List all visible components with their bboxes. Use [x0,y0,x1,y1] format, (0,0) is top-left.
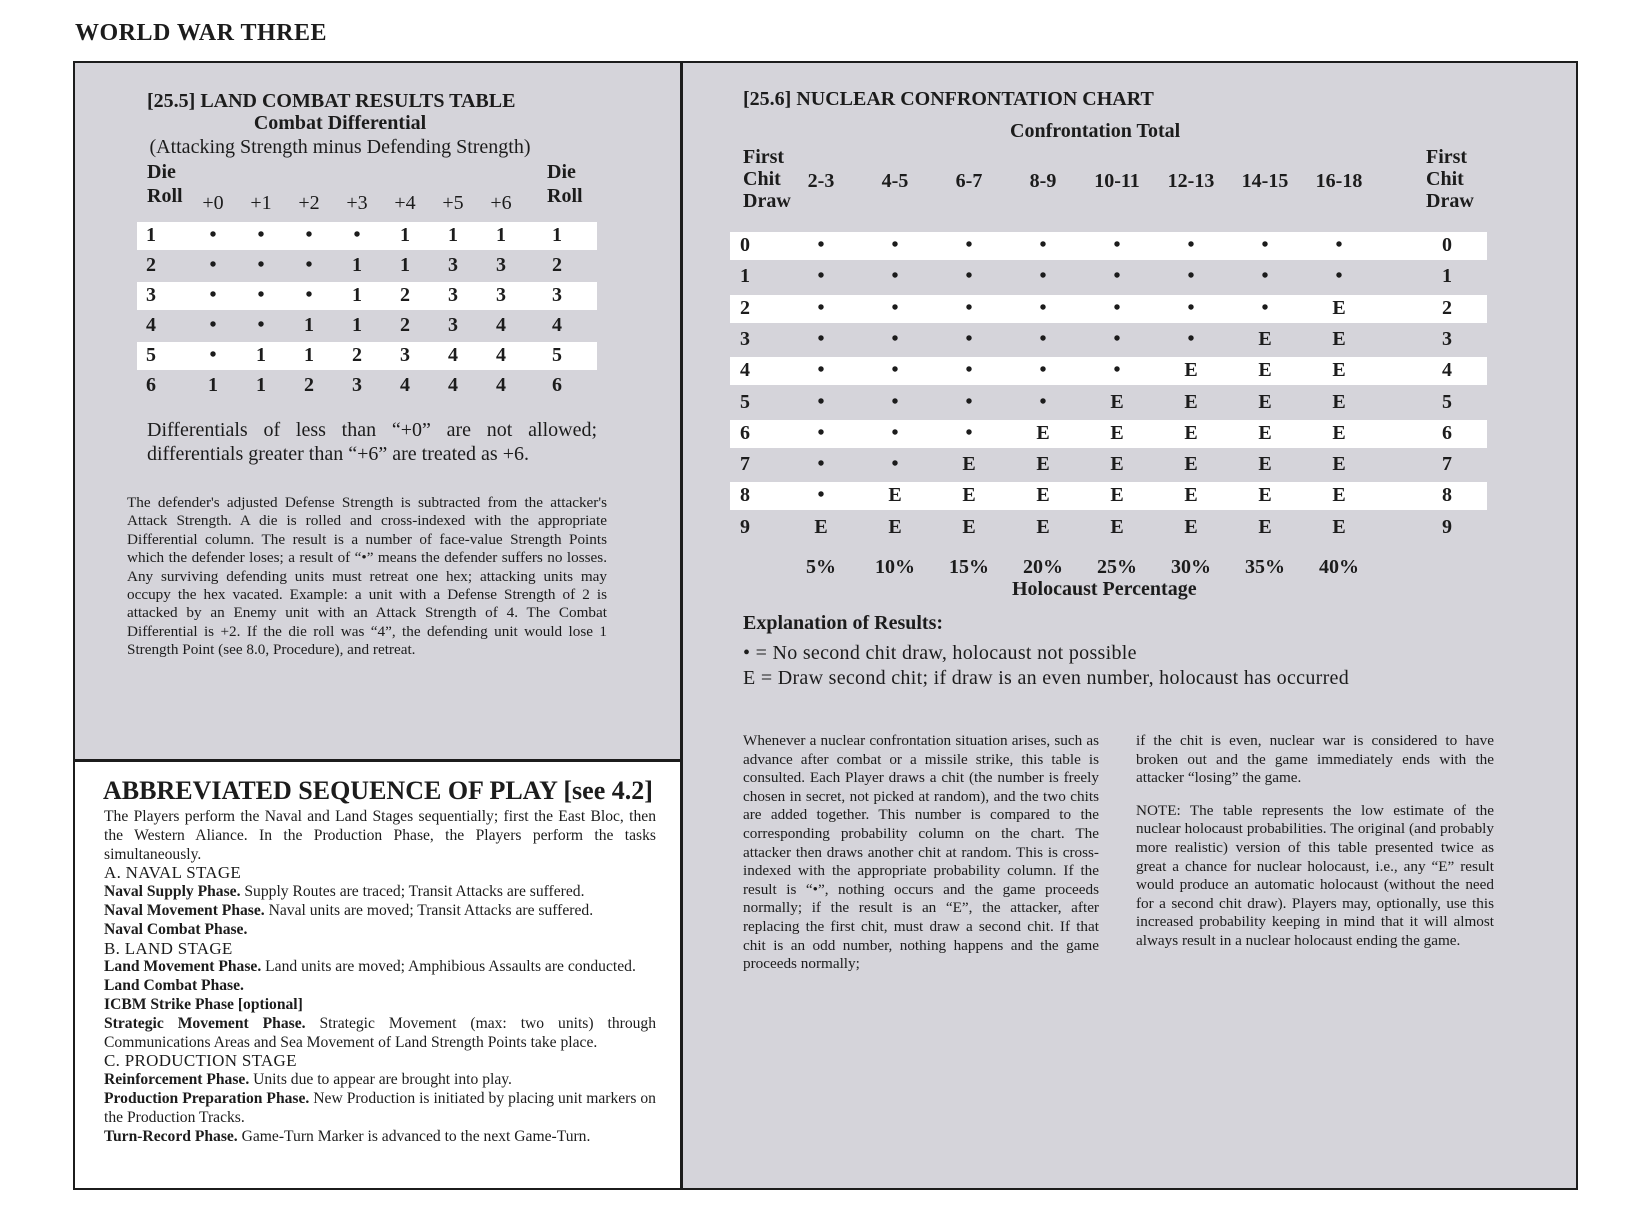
confrontation-column-header: 12-13 [1167,170,1215,192]
holocaust-percentage: 40% [1319,556,1359,578]
horizontal-divider [73,759,683,762]
holocaust-percentage: 20% [1023,556,1063,578]
result-cell: E [1258,515,1272,538]
result-cell: 3 [352,374,362,396]
production-stage-heading: C. PRODUCTION STAGE [104,1051,297,1071]
result-cell: • [965,234,973,256]
explanation-e: E = Draw second chit; if draw is an even number, holocaust has occurred [743,667,1350,689]
confrontation-column-header: 6-7 [955,170,983,192]
table-row [137,372,597,400]
reinforcement-phase: Reinforcement Phase. Units due to appear are brought into play. [104,1071,512,1089]
naval-supply-phase: Naval Supply Phase. Supply Routes are traced; Transit Attacks are suffered. [104,883,585,901]
result-cell: • [209,284,217,306]
land-combat-phase: Land Combat Phase. [104,977,244,995]
holocaust-percentage: 5% [806,556,836,578]
result-cell: 1 [352,314,362,336]
land-combat-title: [25.5] LAND COMBAT RESULTS TABLE [147,90,516,112]
chit-draw-cell: 6 [740,421,750,444]
die-roll-cell: 1 [146,224,156,246]
differential-column-header: +6 [490,192,512,214]
result-cell: E [1258,484,1272,507]
result-cell: E [1110,421,1124,444]
result-cell: E [814,515,828,538]
result-cell: E [1184,390,1198,413]
result-cell: • [891,234,899,256]
result-cell: • [257,254,265,276]
result-cell: • [209,344,217,366]
confrontation-column-header: 4-5 [881,170,909,192]
result-cell: E [1036,484,1050,507]
nuclear-note: NOTE: The table represents the low estimate of the nuclear holocaust probabilities. The original (and probably more realistic) version of this table presented twice as great a chance for nuclear holocaust, i.e., any “E” result would produce an automatic holocaust (without the need for a second chit draw). Players may, optionally, use this increased probability keeping in mind that it will almost always result in a nuclear holocaust ending the game. [1136,801,1494,949]
result-cell: E [962,515,976,538]
result-cell: 2 [400,314,410,336]
strategic-movement-phase: Strategic Movement Phase. Strategic Movement (max: two units) through Communications Areas and Sea Movement of Land Strength Points take place. [104,1014,657,1051]
result-cell: E [1332,296,1346,319]
result-cell: • [891,359,899,382]
die-roll-cell: 3 [552,284,562,306]
chit-draw-cell: 8 [1442,484,1452,507]
land-movement-phase: Land Movement Phase. Land units are moved; Amphibious Assaults are conducted. [104,958,636,976]
result-cell: • [965,390,973,413]
table-row [137,252,597,280]
result-cell: E [1332,327,1346,350]
result-cell: E [1184,359,1198,382]
differential-column-header: +5 [442,192,464,214]
result-cell: • [305,254,313,276]
chit-draw-cell: 2 [740,296,750,319]
die-roll-cell: 2 [146,254,156,276]
differential-column-header: +0 [202,192,224,214]
result-cell: • [257,284,265,306]
result-cell: E [1332,453,1346,476]
die-roll-cell: 4 [146,314,156,336]
chit-draw-cell: 8 [740,484,750,507]
result-cell: • [305,224,313,246]
sequence-body [104,808,656,1146]
differential-column-header: +3 [346,192,368,214]
chit-draw-cell: 1 [740,265,750,288]
result-cell: E [1110,484,1124,507]
holocaust-percentage: 10% [875,556,915,578]
holocaust-percentage: 25% [1097,556,1137,578]
result-cell: • [817,421,825,444]
differential-column-header: +1 [250,192,272,214]
result-cell: E [1332,359,1346,382]
result-cell: 3 [448,314,458,336]
nuclear-text-continuation: if the chit is even, nuclear war is considered to have broken out and the game immediately ends with the attacker “losing” the game. [1136,732,1494,787]
result-cell: E [888,484,902,507]
result-cell: • [1039,327,1047,350]
page-title: WORLD WAR THREE [75,20,327,46]
result-cell: • [891,327,899,350]
result-cell: • [257,224,265,246]
chit-draw-cell: 0 [1442,234,1452,256]
chit-draw-cell: 3 [740,327,750,350]
result-cell: 1 [352,254,362,276]
result-cell: E [1258,359,1272,382]
chit-draw-cell: 7 [740,453,750,476]
result-cell: • [1039,296,1047,319]
result-cell: • [1335,234,1343,256]
result-cell: • [1261,296,1269,319]
die-roll-cell: 5 [146,344,156,366]
result-cell: • [891,421,899,444]
differential-column-header: +4 [394,192,416,214]
result-cell: • [891,265,899,288]
result-cell: E [1332,515,1346,538]
result-cell: E [1036,421,1050,444]
result-cell: 4 [496,374,506,396]
die-roll-cell: 1 [552,224,562,246]
table-row [730,482,1487,510]
result-cell: • [817,327,825,350]
explanation-dot: • = No second chit draw, holocaust not possible [743,642,1137,664]
result-cell: • [965,359,973,382]
result-cell: • [1187,265,1195,288]
die-roll-cell: 4 [552,314,562,336]
result-cell: 1 [496,224,506,246]
table-row [730,389,1487,417]
result-cell: • [1261,234,1269,256]
result-cell: • [1113,265,1121,288]
result-cell: • [1187,296,1195,319]
result-cell: E [1110,453,1124,476]
confrontation-column-header: 2-3 [807,170,835,192]
result-cell: • [817,390,825,413]
combat-differential-note: (Attacking Strength minus Defending Strength) [149,136,531,158]
result-cell: E [1110,515,1124,538]
table-row [730,357,1487,385]
result-cell: • [817,453,825,476]
confrontation-column-header: 14-15 [1241,170,1289,192]
result-cell: 2 [304,374,314,396]
chit-draw-cell: 6 [1442,421,1452,444]
first-chit-header-right: First Chit Draw [1426,146,1474,212]
table-row [730,451,1487,479]
result-cell: • [891,390,899,413]
result-cell: 1 [256,374,266,396]
result-cell: • [1039,234,1047,256]
result-cell: E [1184,515,1198,538]
die-roll-cell: 2 [552,254,562,276]
result-cell: E [1258,390,1272,413]
result-cell: • [1039,265,1047,288]
result-cell: • [891,296,899,319]
holocaust-percentage: 15% [949,556,989,578]
turn-record-phase: Turn-Record Phase. Game-Turn Marker is advanced to the next Game-Turn. [104,1127,591,1145]
holocaust-percentage: 35% [1245,556,1285,578]
naval-combat-phase: Naval Combat Phase. [104,920,248,938]
result-cell: 2 [400,284,410,306]
result-cell: 1 [208,374,218,396]
result-cell: • [209,224,217,246]
result-cell: E [1036,453,1050,476]
sequence-title: ABBREVIATED SEQUENCE OF PLAY [see 4.2] [103,776,653,805]
result-cell: E [888,515,902,538]
result-cell: • [257,314,265,336]
result-cell: • [1039,390,1047,413]
result-cell: • [965,296,973,319]
confrontation-column-header: 8-9 [1029,170,1057,192]
result-cell: • [1113,327,1121,350]
land-stage-heading: B. LAND STAGE [104,938,233,958]
result-cell: • [353,224,361,246]
die-roll-cell: 6 [146,374,156,396]
combat-differential-label: Combat Differential [253,112,427,134]
result-cell: 3 [496,284,506,306]
result-cell: • [1113,359,1121,382]
result-cell: 1 [448,224,458,246]
chit-draw-cell: 0 [740,234,750,256]
chit-draw-cell: 7 [1442,453,1452,476]
die-roll-cell: 5 [552,344,562,366]
result-cell: • [817,359,825,382]
chit-draw-cell: 2 [1442,296,1452,319]
result-cell: E [1332,390,1346,413]
chit-draw-cell: 5 [740,390,750,413]
result-cell: E [962,453,976,476]
result-cell: 3 [496,254,506,276]
result-cell: • [209,314,217,336]
result-cell: • [1335,265,1343,288]
result-cell: 4 [496,314,506,336]
chit-draw-cell: 9 [740,515,750,538]
chit-draw-cell: 4 [1442,359,1452,382]
first-chit-header-left: First Chit Draw [743,146,791,212]
result-cell: • [817,484,825,507]
result-cell: • [1187,234,1195,256]
result-cell: E [1332,421,1346,444]
table-row [730,420,1487,448]
production-preparation-phase: Production Preparation Phase. New Production is initiated by placing unit markers on the Production Tracks. [104,1089,656,1126]
icbm-strike-phase: ICBM Strike Phase [optional] [104,995,303,1013]
result-cell: E [1258,327,1272,350]
result-cell: • [305,284,313,306]
table-row [730,232,1487,260]
result-cell: 1 [304,314,314,336]
die-roll-cell: 6 [552,374,562,396]
table-row [137,282,597,310]
result-cell: • [1113,296,1121,319]
differential-column-header: +2 [298,192,320,214]
result-cell: 3 [448,254,458,276]
table-row [730,514,1487,542]
result-cell: E [1110,390,1124,413]
result-cell: E [1184,453,1198,476]
die-roll-cell: 3 [146,284,156,306]
nuclear-text-column-1: Whenever a nuclear confrontation situation arises, such as advance after combat or a missile strike, this table is consulted. Each Player draws a chit (the number is freely chosen in secret, not picked at random), and the two chits are added together. This number is compared to the corresponding probability column on the chart. The attacker then draws another chit at random. This is cross-indexed with the appropriate probability column. If the result is “•”, nothing occurs and the game proceeds normally; if the result is an “E”, the attacker, after replacing the first chit, must draw a second chit. If that chit is an odd number, nothing happens and the game proceeds normally; [743,732,1099,973]
result-cell: • [1187,327,1195,350]
naval-movement-phase: Naval Movement Phase. Naval units are moved; Transit Attacks are suffered. [104,901,594,919]
result-cell: E [962,484,976,507]
result-cell: E [1332,484,1346,507]
vertical-divider [680,61,683,1190]
chit-draw-cell: 3 [1442,327,1452,350]
naval-stage-heading: A. NAVAL STAGE [104,863,242,883]
result-cell: • [965,265,973,288]
result-cell: • [1113,234,1121,256]
holocaust-percentage: 30% [1171,556,1211,578]
chit-draw-cell: 5 [1442,390,1452,413]
table-row [730,263,1487,291]
result-cell: • [891,453,899,476]
result-cell: E [1184,484,1198,507]
nuclear-text-column-2 [1136,732,1494,965]
result-cell: 1 [352,284,362,306]
chit-draw-cell: 9 [1442,515,1452,538]
table-row [730,295,1487,323]
result-cell: • [1039,359,1047,382]
table-row [137,222,597,250]
result-cell: • [1261,265,1269,288]
result-cell: E [1258,421,1272,444]
nuclear-chart-title: [25.6] NUCLEAR CONFRONTATION CHART [743,88,1154,110]
chit-draw-cell: 4 [740,359,750,382]
explanation-title: Explanation of Results: [743,612,944,634]
result-cell: 4 [448,344,458,366]
result-cell: 1 [400,254,410,276]
result-cell: 2 [352,344,362,366]
result-cell: 4 [448,374,458,396]
table-row [137,342,597,370]
result-cell: 4 [400,374,410,396]
table-row [137,312,597,340]
confrontation-total-label: Confrontation Total [1010,120,1181,142]
result-cell: 1 [304,344,314,366]
chit-draw-cell: 1 [1442,265,1452,288]
result-cell: 1 [400,224,410,246]
result-cell: • [817,265,825,288]
land-combat-explanation: The defender's adjusted Defense Strength is subtracted from the attacker's Attack Strength. A die is rolled and cross-indexed with the appropriate Differential column. The result is a number of face-value Strength Points which the defender loses; a result of “•” means the defender suffers no losses. Any surviving defending units must retreat one hex; attacking units may occupy the hex vacated. Example: a unit with a Defense Strength of 2 is attacked by an Enemy unit with an Attack Strength of 4. The Combat Differential is +2. If the die roll was “4”, the defending unit would lose 1 Strength Point (see 8.0, Procedure), and retreat. [127,494,607,659]
result-cell: E [1184,421,1198,444]
holocaust-percentage-label: Holocaust Percentage [1012,578,1197,600]
result-cell: • [965,421,973,444]
result-cell: • [817,234,825,256]
result-cell: 3 [400,344,410,366]
sequence-intro: The Players perform the Naval and Land Stages sequentially; first the East Bloc, then the Western Aliance. In the Production Phase, the Players perform the tasks simultaneously. [104,808,656,863]
confrontation-column-header: 16-18 [1315,170,1363,192]
result-cell: • [965,327,973,350]
confrontation-column-header: 10-11 [1094,170,1140,192]
result-cell: E [1258,453,1272,476]
table-row [730,326,1487,354]
result-cell: 1 [256,344,266,366]
die-roll-header-right: Die Roll [547,161,583,207]
result-cell: • [209,254,217,276]
differential-note: Differentials of less than “+0” are not allowed; differentials greater than “+6” are treated as +6. [147,419,597,465]
result-cell: E [1036,515,1050,538]
result-cell: 4 [496,344,506,366]
die-roll-header-left: Die Roll [147,161,183,207]
result-cell: 3 [448,284,458,306]
result-cell: • [817,296,825,319]
